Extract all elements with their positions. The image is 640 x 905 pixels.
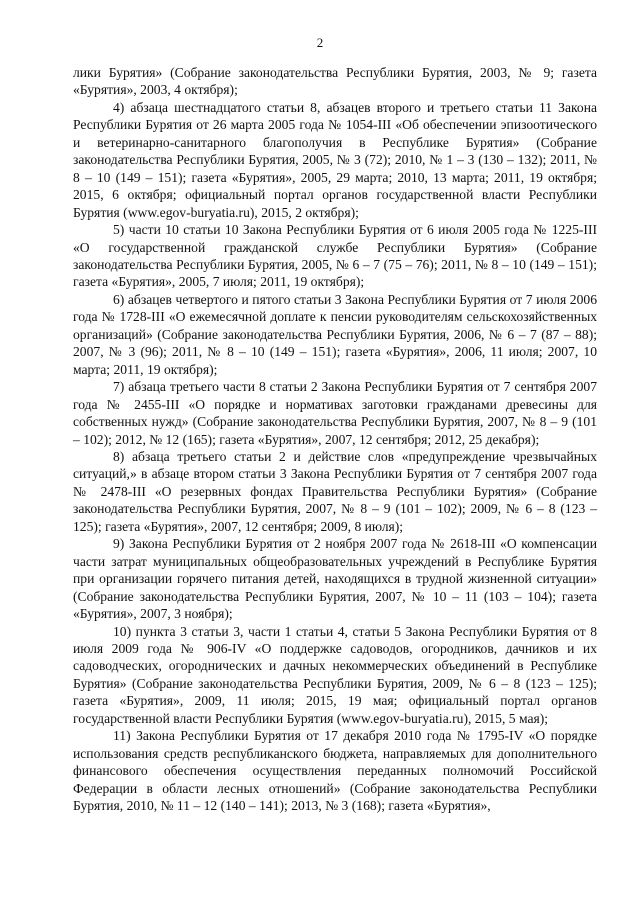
list-item-4: 4) абзаца шестнадцатого статьи 8, абзацев второго и третьего статьи 11 Закона Республики Бурятия от 26 марта 2005 года № 1054-III «Об обеспечении эпизоотического и ветеринарно-санитарного благополучия в Республике Бурятия» (Собрание законодательства Республики Бурятия, 2005, № 3 (72); 2010, № 1 – 3 (130 – 132); 2011, № 8 – 10 (149 – 151); газета «Бурятия», 2005, 29 марта; 2010, 13 марта; 2011, 19 октября; 2015, 6 октября; официальный портал органов государственной власти Республики Бурятия (www.egov-buryatia.ru), 2015, 2 октября); [73,99,597,220]
list-item-9: 9) Закона Республики Бурятия от 2 ноября 2007 года № 2618-III «О компенсации части затрат муниципальных общеобразовательных учреждений в Республике Бурятия при организации горячего питания детей, находящихся в трудной жизненной ситуации» (Собрание законодательства Республики Бурятия, 2007, № 10 – 11 (103 – 104); газета «Бурятия», 2007, 3 ноября); [73,536,597,622]
document-body [73,64,597,814]
list-item-5: 5) части 10 статьи 10 Закона Республики Бурятия от 6 июля 2005 года № 1225-III «О государственной гражданской службе Республики Бурятия» (Собрание законодательства Республики Бурятия, 2005, № 6 – 7 (75 – 76); 2011, № 8 – 10 (149 – 151); газета «Бурятия», 2005, 7 июля; 2011, 19 октября); [73,222,597,290]
list-item-7: 7) абзаца третьего части 8 статьи 2 Закона Республики Бурятия от 7 сентября 2007 года № 2455-III «О порядке и нормативах заготовки гражданами древесины для собственных нужд» (Собрание законодательства Республики Бурятия, 2007, № 8 – 9 (101 – 102); 2012, № 12 (165); газета «Бурятия», 2007, 12 сентября; 2012, 25 декабря); [73,379,597,447]
list-item-10: 10) пункта 3 статьи 3, части 1 статьи 4, статьи 5 Закона Республики Бурятия от 8 июля 2009 года № 906-IV «О поддержке садоводов, огородников, дачников и их садоводческих, огороднических и дачных некоммерческих объединений в Республике Бурятия» (Собрание законодательства Республики Бурятия, 2009, № 6 – 8 (123 – 125); газета «Бурятия», 2009, 11 июля; 2015, 19 мая; официальный портал органов государственной власти Республики Бурятия (www.egov-buryatia.ru), 2015, 5 мая); [73,623,597,726]
list-item-6: 6) абзацев четвертого и пятого статьи 3 Закона Республики Бурятия от 7 июля 2006 года № 1728-III «О ежемесячной доплате к пенсии руководителям сельскохозяйственных организаций» (Собрание законодательства Республики Бурятия, 2006, № 6 – 7 (87 – 88); 2007, № 3 (96); 2011, № 8 – 10 (149 – 151); газета «Бурятия», 2006, 11 июля; 2007, 10 марта; 2011, 19 октября); [73,291,597,377]
page-number: 2 [316,35,324,50]
paragraph-continuation: лики Бурятия» (Собрание законодательства Республики Бурятия, 2003, № 9; газета «Бурятия», 2003, 4 октября); [73,65,597,98]
list-item-11: 11) Закона Республики Бурятия от 17 декабря 2010 года № 1795-IV «О порядке использования средств республиканского бюджета, направляемых для дополнительного финансового обеспечения осуществления переданных полномочий Российской Федерации в области лесных отношений» (Собрание законодательства Республики Бурятия, 2010, № 11 – 12 (140 – 141); 2013, № 3 (168); газета «Бурятия», [73,728,597,814]
list-item-8: 8) абзаца третьего статьи 2 и действие слов «предупреждение чрезвычайных ситуаций,» в абзаце втором статьи 3 Закона Республики Бурятия от 7 сентября 2007 года № 2478-III «О резервных фондах Правительства Республики Бурятия» (Собрание законодательства Республики Бурятия, 2007, № 8 – 9 (101 – 102); 2009, № 6 – 8 (123 – 125); газета «Бурятия», 2007, 12 сентября; 2009, 8 июля); [73,448,597,534]
